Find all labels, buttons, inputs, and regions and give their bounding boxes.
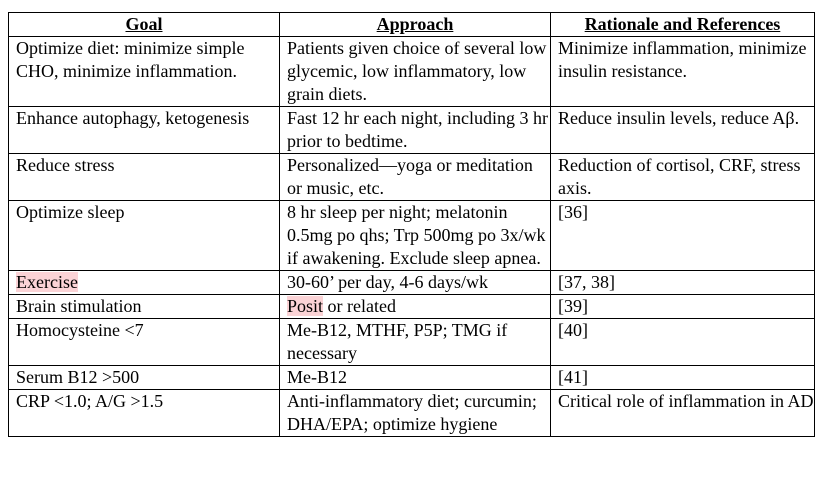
goal-cell: Reduce stress xyxy=(9,154,280,201)
goal-cell: CRP <1.0; A/G >1.5 xyxy=(9,390,280,437)
rationale-cell: Minimize inflammation, minimize insulin resistance. xyxy=(551,37,815,107)
table-row xyxy=(9,366,815,390)
approach-cell: Me-B12, MTHF, P5P; TMG if necessary xyxy=(280,319,551,366)
table-row xyxy=(9,319,815,366)
approach-cell: Patients given choice of several low glycemic, low inflammatory, low grain diets. xyxy=(280,37,551,107)
table-row xyxy=(9,295,815,319)
rationale-cell: Reduction of cortisol, CRF, stress axis. xyxy=(551,154,815,201)
table-row xyxy=(9,271,815,295)
goal-cell: Brain stimulation xyxy=(9,295,280,319)
rationale-cell: Reduce insulin levels, reduce Aβ. xyxy=(551,107,815,154)
approach-cell xyxy=(280,295,551,319)
rationale-cell: [39] xyxy=(551,295,815,319)
highlighted-approach-text: Posit xyxy=(287,296,324,316)
goal-cell: Optimize sleep xyxy=(9,201,280,271)
rationale-cell: [36] xyxy=(551,201,815,271)
approach-cell: 30-60’ per day, 4-6 days/wk xyxy=(280,271,551,295)
header-rationale: Rationale and References xyxy=(551,13,815,37)
protocol-table xyxy=(8,12,815,437)
rationale-cell: Critical role of inflammation in AD xyxy=(551,390,815,437)
approach-cell: Me-B12 xyxy=(280,366,551,390)
approach-cell: Personalized—yoga or meditation or music, etc. xyxy=(280,154,551,201)
rationale-cell: [40] xyxy=(551,319,815,366)
rationale-cell: [41] xyxy=(551,366,815,390)
goal-cell: Enhance autophagy, ketogenesis xyxy=(9,107,280,154)
goal-cell: Optimize diet: minimize simple CHO, minimize inflammation. xyxy=(9,37,280,107)
table-row xyxy=(9,390,815,437)
approach-cell: Anti-inflammatory diet; curcumin; DHA/EPA; optimize hygiene xyxy=(280,390,551,437)
table-row xyxy=(9,107,815,154)
approach-cell: Fast 12 hr each night, including 3 hr prior to bedtime. xyxy=(280,107,551,154)
goal-cell xyxy=(9,271,280,295)
goal-cell: Serum B12 >500 xyxy=(9,366,280,390)
table-row xyxy=(9,37,815,107)
rationale-cell: [37, 38] xyxy=(551,271,815,295)
approach-text: or related xyxy=(323,296,396,316)
table-row xyxy=(9,201,815,271)
table-header-row xyxy=(9,13,815,37)
highlighted-goal-text: Exercise xyxy=(16,272,78,292)
header-goal: Goal xyxy=(9,13,280,37)
approach-cell: 8 hr sleep per night; melatonin 0.5mg po qhs; Trp 500mg po 3x/wk if awakening. Exclude sleep apnea. xyxy=(280,201,551,271)
goal-cell: Homocysteine <7 xyxy=(9,319,280,366)
table-row xyxy=(9,154,815,201)
header-approach: Approach xyxy=(280,13,551,37)
